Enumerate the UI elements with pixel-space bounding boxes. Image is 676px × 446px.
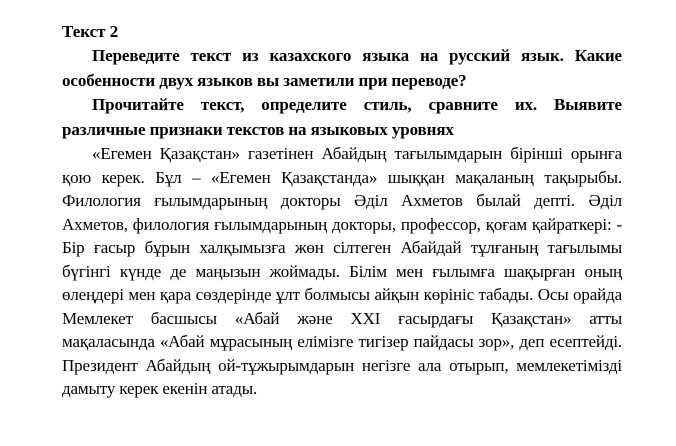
task-instruction-translate: Переведите текст из казахского языка на русский язык. Какие особенности двух языков вы заметили при переводе? <box>62 46 622 90</box>
text-title: Текст 2 <box>62 22 119 41</box>
kazakh-text-paragraph: «Егемен Қазақстан» газетінен Абайдың тағылымдарын бірінші орынға қою керек. Бұл – «Егемен Қазақстанда» шыққан мақаланың тақырыбы. Филология ғылымдарының докторы Әділ Ахметов былай депті. Әділ Ахметов, филология ғылымдарының докторы, профессор, қоғам қайраткері: - Бір ғасыр бұрын халқымызға жөн сілтеген Абайдай тұлғаның тағылымы бүгінгі күнде де маңызын жоймады. Білім мен ғылымға шақырған оның өлеңдері мен қара сөздерінде ұлт болмысы айқын көрініс табады. Осы орайда Мемлекет басшысы «Абай және XXI ғасырдағы Қазақстан» атты мақаласында «Абай мұрасының елімізге тигізер пайдасы зор», деп есептейді. Президент Абайдың ой-тұжырымдарын негізге ала отырып, мемлекетімізді дамыту керек екенін атады. <box>62 144 622 398</box>
task-instruction-analyze: Прочитайте текст, определите стиль, сравните их. Выявите различные признаки текстов на языковых уровнях <box>62 95 622 139</box>
document-page <box>62 20 622 401</box>
